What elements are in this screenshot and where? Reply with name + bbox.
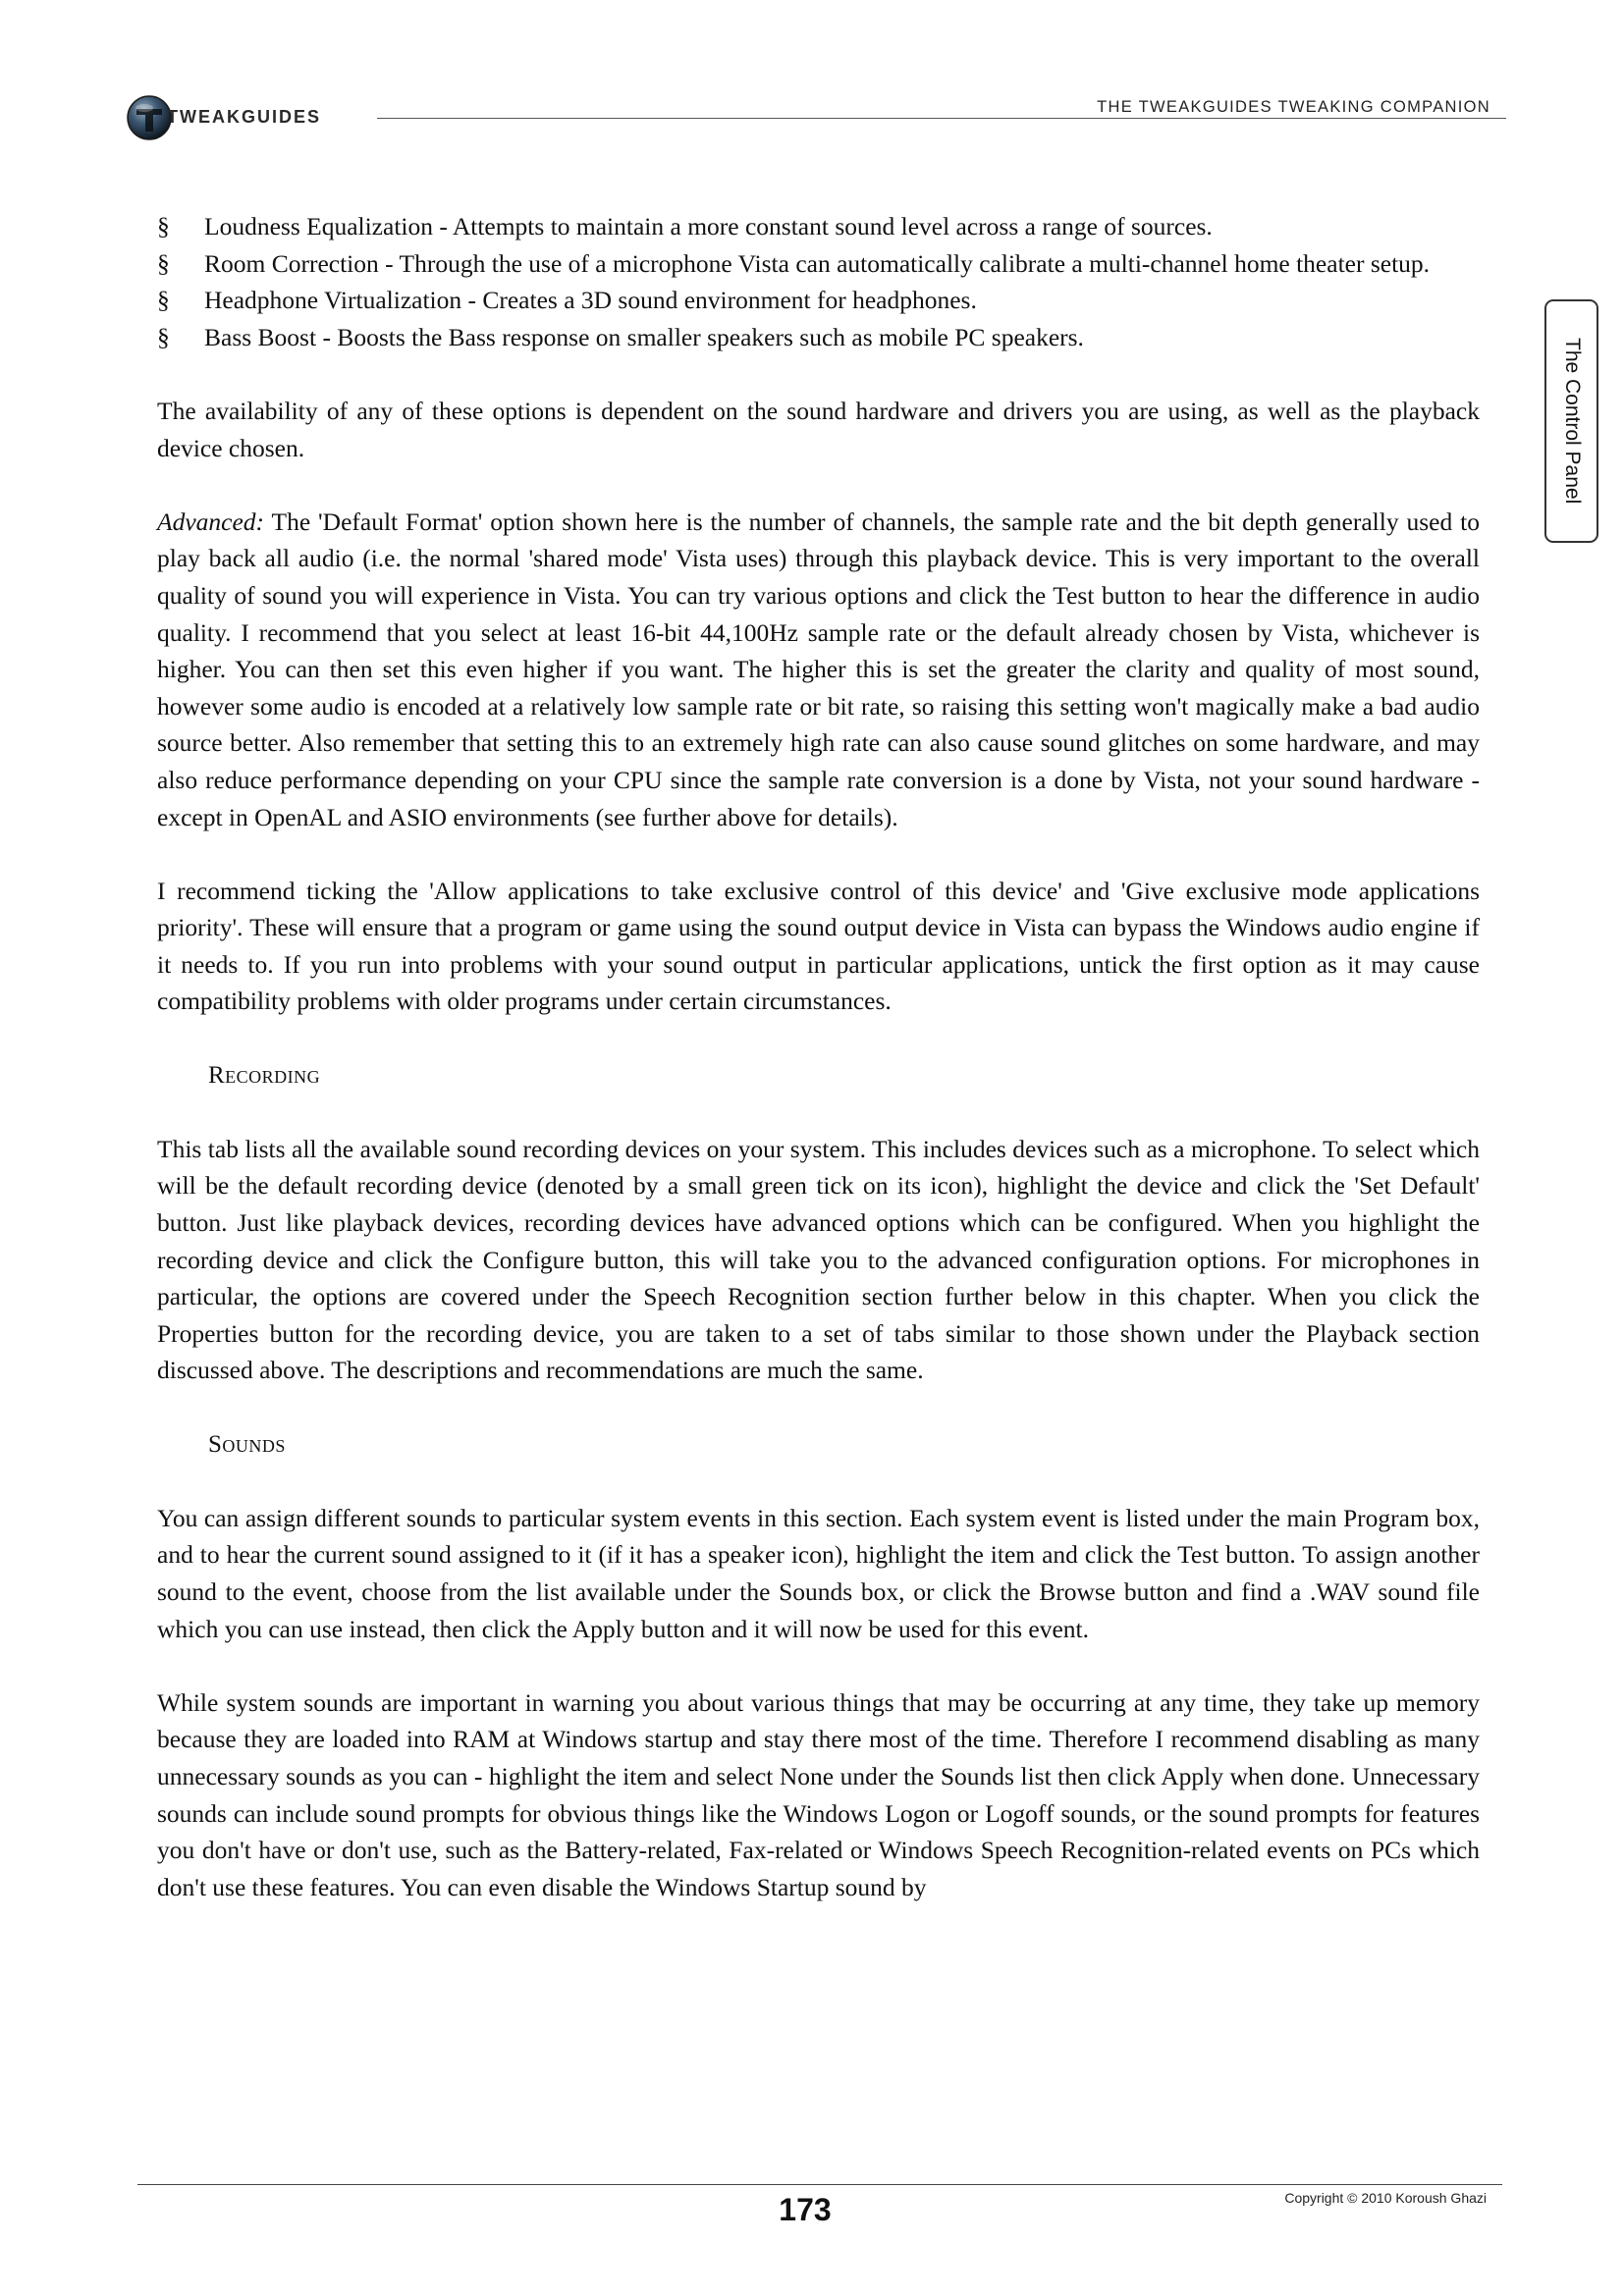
list-item — [157, 319, 1480, 356]
recording-paragraph: This tab lists all the available sound recording devices on your system. This includes devices such as a microphone. To select which will be the default recording device (denoted by a small green tick on its icon), highlight the device and click the 'Set Default' button. Just like playback devices, recording devices have advanced options which can be configured. When you highlight the recording device and click the Configure button, this will take you to the advanced configuration options. For microphones in particular, the options are covered under the Speech Recognition section further below in this chapter. When you click the Properties button for the recording device, you are taken to a set of tabs similar to those shown under the Playback section discussed above. The descriptions and recommendations are much the same. — [157, 1134, 1480, 1385]
availability-paragraph: The availability of any of these options is dependent on the sound hardware and drivers you are using, as well as the playback device chosen. — [157, 396, 1480, 462]
page-number: 173 — [779, 2192, 832, 2227]
body-content — [157, 208, 1480, 1905]
advanced-paragraph — [157, 504, 1480, 835]
section-sign-bullet: § — [157, 322, 170, 351]
list-item — [157, 245, 1480, 283]
running-header-title: THE TWEAKGUIDES TWEAKING COMPANION — [1097, 98, 1490, 116]
list-item — [157, 282, 1480, 319]
list-item-text: Headphone Virtualization - Creates a 3D sound environment for headphones. — [204, 286, 977, 315]
sounds-paragraph-2: While system sounds are important in warning you about various things that may be occurring at any time, they take up memory because they are loaded into RAM at Windows startup and stay there most of the time. Therefore I recommend disabling as many unnecessary sounds as you can - highlight the item and select None under the Sounds list then click Apply when done. Unnecessary sounds can include sound prompts for obvious things like the Windows Logon or Logoff sounds, or the sound prompts for features you don't have or don't use, such as the Battery-related, Fax-related or Windows Speech Recognition-related events on PCs which don't use these features. You can even disable the Windows Startup sound by — [157, 1687, 1480, 1901]
footer-divider — [137, 2184, 1502, 2185]
section-heading-sounds: Sounds — [208, 1430, 286, 1458]
tweakguides-logo-icon — [126, 94, 173, 141]
logo-wordmark: TWEAKGUIDES — [167, 107, 321, 127]
list-item-text: Bass Boost - Boosts the Bass response on smaller speakers such as mobile PC speakers. — [204, 322, 1084, 351]
section-sign-bullet: § — [157, 212, 170, 240]
header-divider — [377, 118, 1506, 119]
advanced-paragraph-text: The 'Default Format' option shown here is the number of channels, the sample rate and the bit depth generally used to play back all audio (i.e. the normal 'shared mode' Vista uses) through this playback device. This is very important to the overall quality of sound you will experience in Vista. You can try various options and click the Test button to hear the difference in audio quality. I recommend that you select at least 16-bit 44,100Hz sample rate or the default already chosen by Vista, whichever is higher. You can then set this even higher if you want. The higher this is set the greater the clarity and quality of most sound, however some audio is encoded at a relatively low sample rate or bit rate, so raising this setting won't magically make a bad audio source better. Also remember that setting this to an extremely high rate can also cause sound glitches on some hardware, and may also reduce performance depending on your CPU since the sample rate conversion is a done by Vista, not your sound hardware - except in OpenAL and ASIO environments (see further above for details). — [157, 507, 1480, 831]
chapter-side-tab-label: The Control Panel — [1561, 338, 1584, 505]
list-item-text: Loudness Equalization - Attempts to maintain a more constant sound level across a range of sources. — [204, 212, 1213, 240]
section-sign-bullet: § — [157, 286, 170, 315]
section-sign-bullet: § — [157, 248, 170, 278]
copyright-notice: Copyright © 2010 Koroush Ghazi — [1284, 2190, 1487, 2206]
enhancement-bullet-list — [157, 208, 1480, 355]
section-heading-recording: Recording — [208, 1061, 321, 1089]
sounds-paragraph-1: You can assign different sounds to particular system events in this section. Each system event is listed under the main Program box, and to hear the current sound assigned to it (if it has a speaker icon), highlight the item and click the Test button. To assign another sound to the event, choose from the list available under the Sounds box, or click the Browse button and find a .WAV sound file which you can use instead, then click the Apply button and it will now be used for this event. — [157, 1503, 1480, 1643]
list-item-text: Room Correction - Through the use of a microphone Vista can automatically calibrate a multi-channel home theater setup. — [204, 248, 1431, 278]
list-item — [157, 208, 1480, 245]
advanced-lead-label: Advanced: — [157, 507, 265, 536]
exclusive-mode-paragraph: I recommend ticking the 'Allow applications to take exclusive control of this device' and 'Give exclusive mode applications priority'. These will ensure that a program or game using the sound output device in Vista can bypass the Windows audio engine if it needs to. If you run into problems with your sound output in particular applications, untick the first option as it may cause compatibility problems with older programs under certain circumstances. — [157, 876, 1480, 1016]
